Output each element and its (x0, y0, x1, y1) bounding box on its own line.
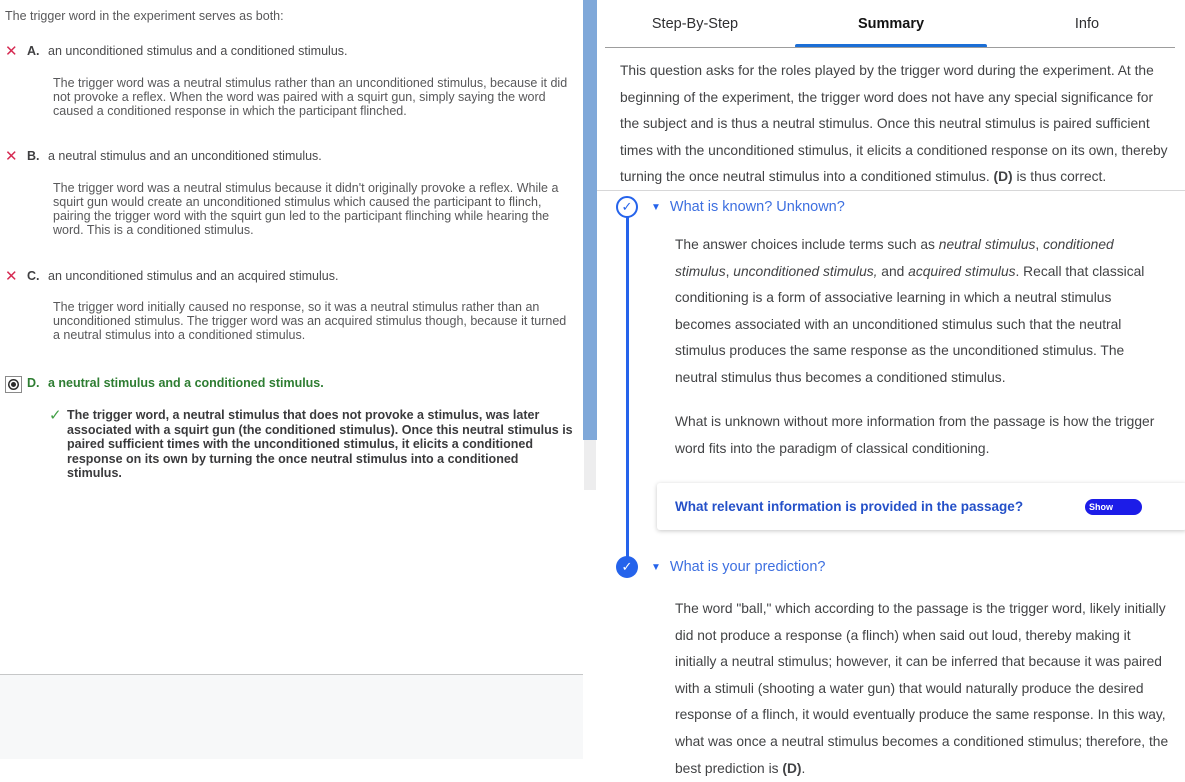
tab-info[interactable]: Info (1074, 16, 1100, 32)
option-explanation: The trigger word initially caused no response, so it was a neutral stimulus rather than an unconditioned stimulus. The trigger word was an acquired stimulus though, because it turned a neutral stimulus into a conditioned stimulus. (53, 300, 567, 342)
explanation-panel (597, 0, 1185, 776)
section-title[interactable]: What is known? Unknown? (669, 199, 845, 215)
chevron-down-icon[interactable]: ▼ (651, 201, 661, 213)
option-label: a neutral stimulus and an unconditioned stimulus. (48, 149, 322, 163)
answer-option-a (5, 44, 577, 59)
correct-check-icon: ✓ (49, 407, 62, 424)
option-letter: B. (27, 149, 40, 163)
section-divider (597, 190, 1185, 191)
tab-summary[interactable]: Summary (793, 0, 989, 48)
option-letter: D. (27, 376, 40, 390)
section-known-header[interactable] (616, 196, 845, 218)
left-footer-strip (0, 674, 583, 759)
show-toggle-button[interactable]: Show (1085, 499, 1142, 515)
option-letter: C. (27, 269, 40, 283)
scrollbar-thumb[interactable] (583, 0, 597, 440)
option-letter: A. (27, 44, 40, 58)
prediction-paragraph: The word "ball," which according to the passage is the trigger word, likely initially did not produce a response (a flinch) when said out loud, thereby making it initially a neutral stimulus; however, it can be inferred that because it was paired with a stimuli (shooting a water gun) that would naturally produce the desired response of a flinch, it would eventually produce the same response. In this way, what was once a neutral stimulus becomes a conditioned stimulus; therefore, the best prediction is (D). (675, 601, 1169, 776)
scrollbar-track[interactable] (584, 440, 596, 490)
tab-step-by-step[interactable]: Step-By-Step (651, 16, 739, 32)
tab-bar-divider (605, 47, 1175, 48)
step-complete-check-icon: ✓ (616, 556, 638, 578)
answer-option-c (5, 269, 577, 284)
chevron-down-icon[interactable]: ▼ (651, 561, 661, 573)
option-explanation: The trigger word was a neutral stimulus because it didn't originally provoke a reflex. While a squirt gun would create an unconditioned stimulus which caused the participant to flinch, pairing the trigger word with the squirt gun led to the participant flinching while hearing the word. This is a conditioned stimulus. (53, 181, 559, 237)
answer-option-d (5, 376, 577, 393)
vertical-scrollbar (583, 0, 597, 490)
answer-option-b (5, 149, 577, 164)
option-label: an unconditioned stimulus and a conditioned stimulus. (48, 44, 348, 58)
option-label: a neutral stimulus and a conditioned stimulus. (48, 376, 324, 390)
correct-option-explanation (49, 408, 576, 481)
timeline-connector (626, 216, 629, 560)
reveal-card-question: What relevant information is provided in the passage? (675, 499, 1024, 514)
reveal-card[interactable] (657, 483, 1185, 530)
incorrect-x-icon: ✕ (5, 148, 18, 165)
known-paragraph-1: The answer choices include terms such as neutral stimulus, conditioned stimulus, unconditioned stimulus, and acquired stimulus. Recall that classical conditioning is a form of associative learning in which a neutral stimulus becomes associated with an unconditioned stimulus such that the neutral stimulus produces the same response as the unconditioned stimulus. The neutral stimulus thus becomes a conditioned stimulus. (675, 237, 1145, 385)
option-explanation: The trigger word, a neutral stimulus that does not provoke a stimulus, was later associated with a squirt gun (the conditioned stimulus). Once this neutral stimulus is paired sufficient times with the unconditioned stimulus, it elicits a conditioned response on its own by turning the once neutral stimulus into a conditioned stimulus. (67, 408, 573, 480)
question-review-panel (0, 0, 583, 758)
summary-paragraph: This question asks for the roles played by the trigger word during the experiment. At the beginning of the experiment, the trigger word does not have any special significance for the subject and is thus a neutral stimulus. Once this neutral stimulus is paired sufficient times with the unconditioned stimulus, it elicits a conditioned response on its own, thereby turning the once neutral stimulus into a conditioned stimulus. (D) is thus correct. (620, 63, 1168, 185)
incorrect-x-icon: ✕ (5, 43, 18, 60)
question-stem: The trigger word in the experiment serves as both: (5, 9, 284, 23)
incorrect-x-icon: ✕ (5, 268, 18, 285)
option-label: an unconditioned stimulus and an acquired stimulus. (48, 269, 339, 283)
section-title[interactable]: What is your prediction? (669, 559, 826, 575)
known-paragraph-2: What is unknown without more information from the passage is how the trigger word fits into the paradigm of classical conditioning. (675, 414, 1155, 456)
option-explanation: The trigger word was a neutral stimulus rather than an unconditioned stimulus, because it did not provoke a reflex. When the word was paired with a squirt gun, simply saying the word caused a conditioned response in which the participant flinched. (53, 76, 568, 118)
step-complete-check-icon: ✓ (616, 196, 638, 218)
selected-radio-icon[interactable] (5, 376, 22, 393)
section-prediction-header[interactable] (616, 556, 825, 578)
tab-bar (597, 0, 1185, 48)
